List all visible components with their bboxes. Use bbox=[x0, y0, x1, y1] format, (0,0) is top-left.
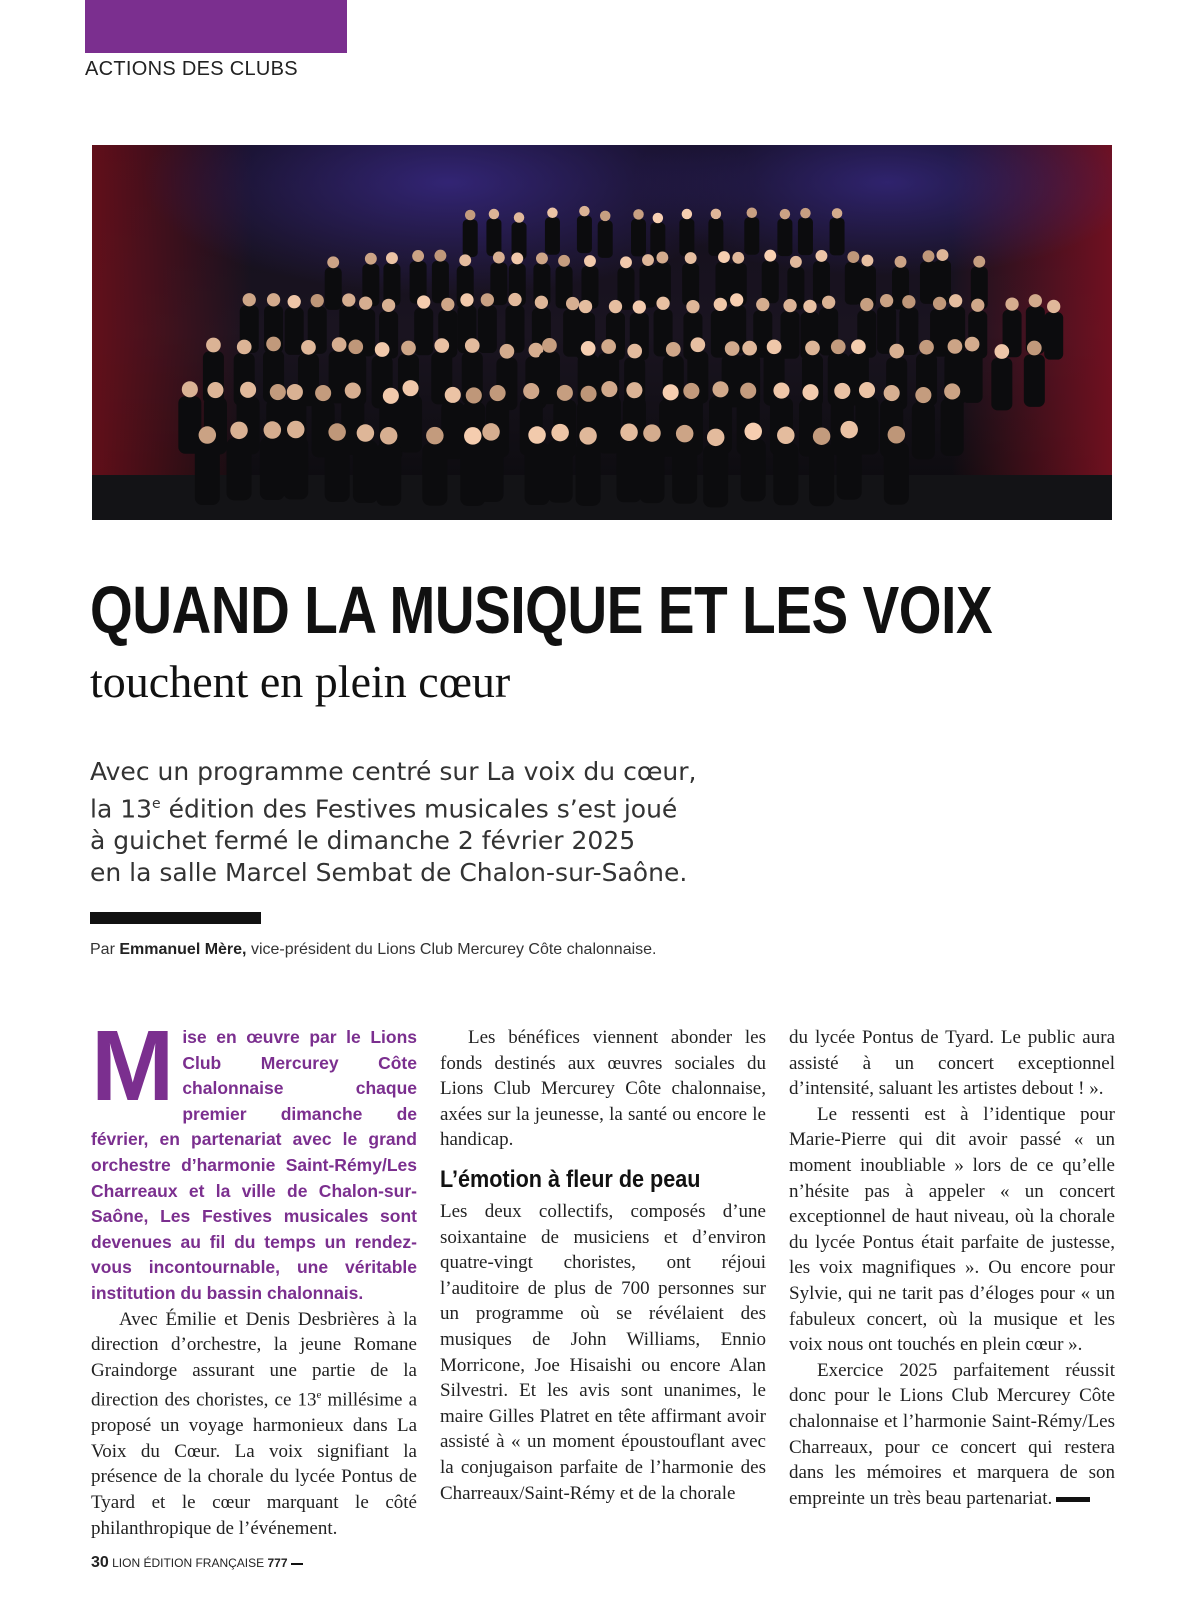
performer-head bbox=[206, 338, 221, 353]
performer-head bbox=[600, 211, 611, 222]
performer-head bbox=[382, 299, 395, 312]
performer-head bbox=[725, 341, 740, 356]
performer-head bbox=[851, 339, 866, 354]
performer-head bbox=[642, 254, 654, 266]
performer-head bbox=[493, 252, 505, 264]
performer-head bbox=[813, 427, 831, 445]
performer-body bbox=[703, 445, 728, 508]
performer-head bbox=[481, 293, 494, 306]
performer-body bbox=[414, 308, 433, 356]
publication-name: LION ÉDITION FRANÇAISE bbox=[108, 1556, 268, 1570]
performer-body bbox=[432, 261, 449, 304]
byline-divider bbox=[90, 912, 261, 924]
performer-body bbox=[1024, 354, 1045, 407]
performer-body bbox=[934, 260, 951, 303]
performer-head bbox=[764, 250, 776, 262]
performer-body bbox=[631, 219, 646, 257]
performer-head bbox=[365, 253, 377, 265]
performer-head bbox=[663, 384, 679, 400]
performer-head bbox=[579, 206, 590, 217]
performer-head bbox=[685, 252, 697, 264]
performer-head bbox=[1005, 297, 1018, 310]
body-paragraph: Avec Émilie et Denis Desbrières à la direction d’orchestre, la jeune Romane Graindorge assurant une partie de la direction des choristes, ce 13e millésime a proposé un voyage harmonieux dans La Voix du Cœur. La voix signifiant la présence de la chorale du lycée Pontus de Tyard et le cœur marquant le côté philanthropique de l’événement. bbox=[91, 1308, 417, 1539]
performer-head bbox=[712, 381, 728, 397]
performer-head bbox=[860, 298, 873, 311]
performer-head bbox=[834, 383, 850, 399]
performer-head bbox=[237, 340, 252, 355]
performer-body bbox=[525, 443, 550, 506]
performer-head bbox=[627, 344, 642, 359]
article-subheadline: touchent en plein cœur bbox=[90, 656, 511, 707]
performer-head bbox=[412, 250, 424, 262]
performer-head bbox=[656, 252, 668, 264]
performer-head bbox=[601, 381, 617, 397]
page-footer bbox=[91, 1554, 303, 1572]
drop-cap: M bbox=[91, 1010, 175, 1122]
performer-head bbox=[777, 427, 795, 445]
performer-head bbox=[633, 209, 644, 220]
performer-head bbox=[426, 427, 444, 445]
performer-head bbox=[332, 337, 347, 352]
performer-head bbox=[965, 337, 980, 352]
performer-head bbox=[547, 208, 558, 219]
performer-head bbox=[288, 295, 301, 308]
performer-body bbox=[991, 358, 1012, 411]
performer-body bbox=[682, 263, 699, 306]
performer-head bbox=[315, 385, 331, 401]
performer-head bbox=[861, 255, 873, 267]
performer-head bbox=[267, 293, 280, 306]
performer-head bbox=[609, 300, 622, 313]
performer-head bbox=[266, 337, 281, 352]
performer-head bbox=[653, 213, 664, 224]
section-color-tab bbox=[85, 0, 347, 53]
performer-body bbox=[577, 216, 592, 254]
performer-head bbox=[730, 293, 743, 306]
performer-head bbox=[383, 388, 399, 404]
body-paragraph: Les deux collectifs, composés d’une soixantaine de musiciens et d’environ quatre-vingt choristes, ont réjoui l’auditoire de plus de 700 personnes sur un programme où se révélaient des musiques de John Williams, Ennio Morricone, Joe Hisaishi ou encore Alan Silvestri. Et les avis sont unanimes, le maire Gilles Platret en tête affirmant avoir assisté à « un moment époustouflant avec la conjugaison parfaite de l’harmonie des Charreaux/Saint-Rémy et de la chorale bbox=[440, 1200, 766, 1504]
performer-body bbox=[539, 352, 560, 405]
performer-head bbox=[643, 424, 661, 442]
performer-head bbox=[464, 427, 482, 445]
performer-head bbox=[666, 342, 681, 357]
performer-head bbox=[790, 256, 802, 268]
performer-head bbox=[756, 298, 769, 311]
performer-body bbox=[399, 395, 422, 453]
performer-head bbox=[558, 255, 570, 267]
performer-body bbox=[639, 441, 664, 504]
performer-head bbox=[744, 423, 762, 441]
performer-body bbox=[486, 219, 501, 257]
performer-body bbox=[422, 443, 447, 506]
performer-head bbox=[207, 382, 223, 398]
performer-head bbox=[490, 385, 506, 401]
performer-head bbox=[740, 383, 756, 399]
performer-head bbox=[800, 208, 811, 219]
performer-head bbox=[973, 256, 985, 268]
performer-body bbox=[283, 437, 308, 500]
performer-head bbox=[243, 293, 256, 306]
performer-head bbox=[327, 256, 339, 268]
performer-body bbox=[809, 444, 834, 507]
performer-head bbox=[542, 338, 557, 353]
performer-body bbox=[798, 218, 813, 256]
performer-head bbox=[311, 294, 324, 307]
section-heading: L’émotion à fleur de peau bbox=[440, 1165, 701, 1193]
performer-head bbox=[822, 296, 835, 309]
performer-head bbox=[915, 387, 931, 403]
performer-head bbox=[933, 297, 946, 310]
performer-head bbox=[747, 207, 758, 218]
concert-photo-illustration bbox=[92, 145, 1112, 520]
performer-head bbox=[287, 384, 303, 400]
performer-head bbox=[441, 298, 454, 311]
performer-head bbox=[780, 209, 791, 220]
concert-photo bbox=[92, 145, 1112, 520]
performer-head bbox=[511, 252, 523, 264]
performer-head bbox=[1029, 294, 1042, 307]
performer-head bbox=[601, 339, 616, 354]
end-of-article-mark bbox=[1056, 1497, 1090, 1502]
performer-body bbox=[545, 217, 560, 255]
performer-head bbox=[445, 387, 461, 403]
performer-head bbox=[536, 252, 548, 264]
performer-head bbox=[718, 251, 730, 263]
performer-head bbox=[386, 252, 398, 264]
byline: Par Emmanuel Mère, vice-président du Lions Club Mercurey Côte chalonnaise. bbox=[90, 941, 657, 958]
performer-head bbox=[579, 300, 592, 313]
performer-head bbox=[971, 299, 984, 312]
performer-body bbox=[463, 219, 478, 257]
lede-line-4: en la salle Marcel Sembat de Chalon-sur-Saône. bbox=[90, 858, 688, 888]
performer-head bbox=[459, 254, 471, 266]
performer-head bbox=[686, 300, 699, 313]
performer-head bbox=[847, 251, 859, 263]
performer-body bbox=[941, 398, 964, 456]
lede-line-2: la 13e édition des Festives musicales s’est joué bbox=[90, 794, 678, 824]
performer-body bbox=[744, 217, 759, 255]
performer-head bbox=[802, 384, 818, 400]
performer-body bbox=[830, 218, 845, 256]
performer-head bbox=[816, 250, 828, 262]
performer-head bbox=[380, 427, 398, 445]
performer-body bbox=[260, 438, 285, 501]
performer-head bbox=[944, 383, 960, 399]
performer-body bbox=[777, 219, 792, 257]
performer-body bbox=[598, 220, 613, 258]
performer-body bbox=[781, 311, 800, 359]
performer-body bbox=[884, 442, 909, 505]
performer-body bbox=[672, 441, 697, 504]
performer-head bbox=[633, 300, 646, 313]
performer-head bbox=[937, 249, 949, 261]
performer-head bbox=[803, 300, 816, 313]
performer-body bbox=[325, 440, 350, 503]
performer-head bbox=[711, 209, 722, 220]
performer-head bbox=[359, 296, 372, 309]
performer-body bbox=[708, 218, 723, 256]
performer-head bbox=[270, 384, 286, 400]
performer-head bbox=[357, 424, 375, 442]
performer-head bbox=[707, 429, 725, 447]
performer-head bbox=[528, 426, 546, 444]
performer-body bbox=[741, 439, 766, 502]
performer-head bbox=[884, 385, 900, 401]
performer-body bbox=[325, 267, 342, 310]
performer-head bbox=[199, 426, 217, 444]
performer-head bbox=[742, 341, 757, 356]
performer-head bbox=[182, 381, 198, 397]
performer-head bbox=[301, 340, 316, 355]
performer-head bbox=[264, 421, 282, 439]
performer-head bbox=[230, 422, 248, 440]
performer-head bbox=[551, 424, 569, 442]
performer-head bbox=[895, 256, 907, 268]
performer-head bbox=[465, 338, 480, 353]
body-paragraph: du lycée Pontus de Tyard. Le public aura assisté à un concert exceptionnel d’intensité, saluant les artistes debout ! ». bbox=[789, 1027, 1115, 1100]
article-column-2 bbox=[440, 1025, 766, 1506]
performer-head bbox=[584, 255, 596, 267]
performer-head bbox=[402, 380, 418, 396]
performer-body bbox=[912, 402, 935, 460]
performer-head bbox=[465, 210, 476, 221]
performer-head bbox=[620, 256, 632, 268]
intro-paragraph: Mise en œuvre par le Lions Club Mercurey Côte chalonnaise chaque premier dimanche de février, en partenariat avec le grand orchestre d’harmonie Saint-Rémy/Les Charreaux et la ville de Chalon-sur-Saône, Les Festives musicales sont devenues au fil du temps un rendez-vous incontournable, une véritable institution du bassin chalonnais. bbox=[91, 1010, 417, 1303]
performer-body bbox=[773, 443, 798, 506]
performer-head bbox=[1047, 300, 1060, 313]
performer-head bbox=[348, 339, 363, 354]
body-paragraph: Le ressenti est à l’identique pour Marie-Pierre qui dit avoir passé « un moment inoubliable » lors de ce qu’elle n’hésite pas à appeler « un concert exceptionnel de haut niveau, où la chorale du lycée Pontus était parfaite de justesse, les voix magnifiques ». Ou encore pour Sylvie, qui ne tarit pas d’éloges pour « un fabuleux concert, où la musique et les voix nous ont touchés en plein cœur ». bbox=[789, 1103, 1115, 1356]
performer-head bbox=[676, 425, 694, 443]
performer-head bbox=[508, 293, 521, 306]
performer-body bbox=[478, 306, 497, 354]
performer-head bbox=[923, 250, 935, 262]
performer-head bbox=[732, 252, 744, 264]
performer-head bbox=[994, 344, 1009, 359]
performer-head bbox=[949, 294, 962, 307]
lede-line-1: Avec un programme centré sur La voix du cœur, bbox=[90, 757, 697, 786]
performer-body bbox=[227, 438, 252, 501]
performer-head bbox=[500, 344, 515, 359]
performer-head bbox=[626, 382, 642, 398]
section-label: ACTIONS DES CLUBS bbox=[85, 58, 298, 80]
performer-head bbox=[656, 297, 669, 310]
performer-head bbox=[889, 344, 904, 359]
performer-head bbox=[880, 294, 893, 307]
performer-body bbox=[479, 439, 504, 502]
performer-head bbox=[523, 383, 539, 399]
performer-head bbox=[466, 387, 482, 403]
performer-head bbox=[888, 426, 906, 444]
performer-head bbox=[1027, 341, 1042, 356]
performer-head bbox=[714, 298, 727, 311]
performer-body bbox=[353, 441, 378, 504]
performer-head bbox=[683, 383, 699, 399]
performer-head bbox=[581, 341, 596, 356]
article-lede bbox=[90, 756, 730, 889]
performer-head bbox=[682, 209, 693, 220]
performer-head bbox=[767, 339, 782, 354]
performer-head bbox=[489, 209, 500, 220]
performer-body bbox=[298, 354, 319, 407]
performer-body bbox=[376, 443, 401, 506]
performer-head bbox=[773, 383, 789, 399]
performer-body bbox=[962, 350, 983, 403]
performer-head bbox=[434, 250, 446, 262]
performer-head bbox=[831, 339, 846, 354]
performer-head bbox=[514, 212, 525, 223]
performer-body bbox=[617, 440, 642, 503]
performer-head bbox=[948, 339, 963, 354]
performer-head bbox=[535, 296, 548, 309]
performer-head bbox=[460, 293, 473, 306]
performer-head bbox=[557, 385, 573, 401]
performer-head bbox=[580, 386, 596, 402]
performer-head bbox=[345, 382, 361, 398]
body-paragraph: Exercice 2025 parfaitement réussit donc pour le Lions Club Mercurey Côte chalonnaise et l’harmonie Saint-Rémy/Les Charreaux, pour ce concert qui restera dans les mémoires et marquera de son empreinte un très beau partenariat. bbox=[789, 1359, 1115, 1509]
article-column-3 bbox=[789, 1025, 1115, 1511]
performer-head bbox=[287, 421, 305, 439]
performer-head bbox=[690, 337, 705, 352]
performer-body bbox=[548, 440, 573, 503]
body-paragraph: Les bénéfices viennent abonder les fonds destinés aux œuvres sociales du Lions Club Mercurey Côte chalonnaise, axées sur la jeunesse, la santé ou encore le handicap. bbox=[440, 1027, 766, 1151]
article-column-1 bbox=[91, 1010, 417, 1541]
article-headline: QUAND LA MUSIQUE ET LES VOIX bbox=[90, 573, 993, 648]
performer-head bbox=[328, 423, 346, 441]
lede-line-3: à guichet fermé le dimanche 2 février 2025 bbox=[90, 826, 636, 856]
performer-head bbox=[579, 427, 597, 445]
performer-head bbox=[401, 341, 416, 356]
performer-head bbox=[805, 341, 820, 356]
performer-body bbox=[576, 443, 601, 506]
performer-head bbox=[919, 340, 934, 355]
performer-head bbox=[342, 293, 355, 306]
byline-author: Emmanuel Mère, bbox=[119, 941, 247, 958]
page-number: 30 bbox=[91, 1554, 109, 1571]
issue-number: 777 bbox=[267, 1556, 288, 1570]
performer-head bbox=[840, 421, 858, 439]
performer-head bbox=[902, 295, 915, 308]
performer-body bbox=[762, 261, 779, 304]
performer-head bbox=[417, 295, 430, 308]
performer-head bbox=[566, 297, 579, 310]
performer-head bbox=[783, 299, 796, 312]
performer-head bbox=[832, 208, 843, 219]
performer-body bbox=[195, 443, 220, 506]
performer-body bbox=[1044, 312, 1063, 360]
performer-body bbox=[837, 437, 862, 500]
performer-head bbox=[240, 382, 256, 398]
performer-head bbox=[859, 382, 875, 398]
performer-head bbox=[375, 342, 390, 357]
performer-body bbox=[285, 307, 304, 355]
performer-head bbox=[482, 423, 500, 441]
performer-body bbox=[679, 219, 694, 257]
performer-head bbox=[434, 338, 449, 353]
performer-head bbox=[620, 424, 638, 442]
